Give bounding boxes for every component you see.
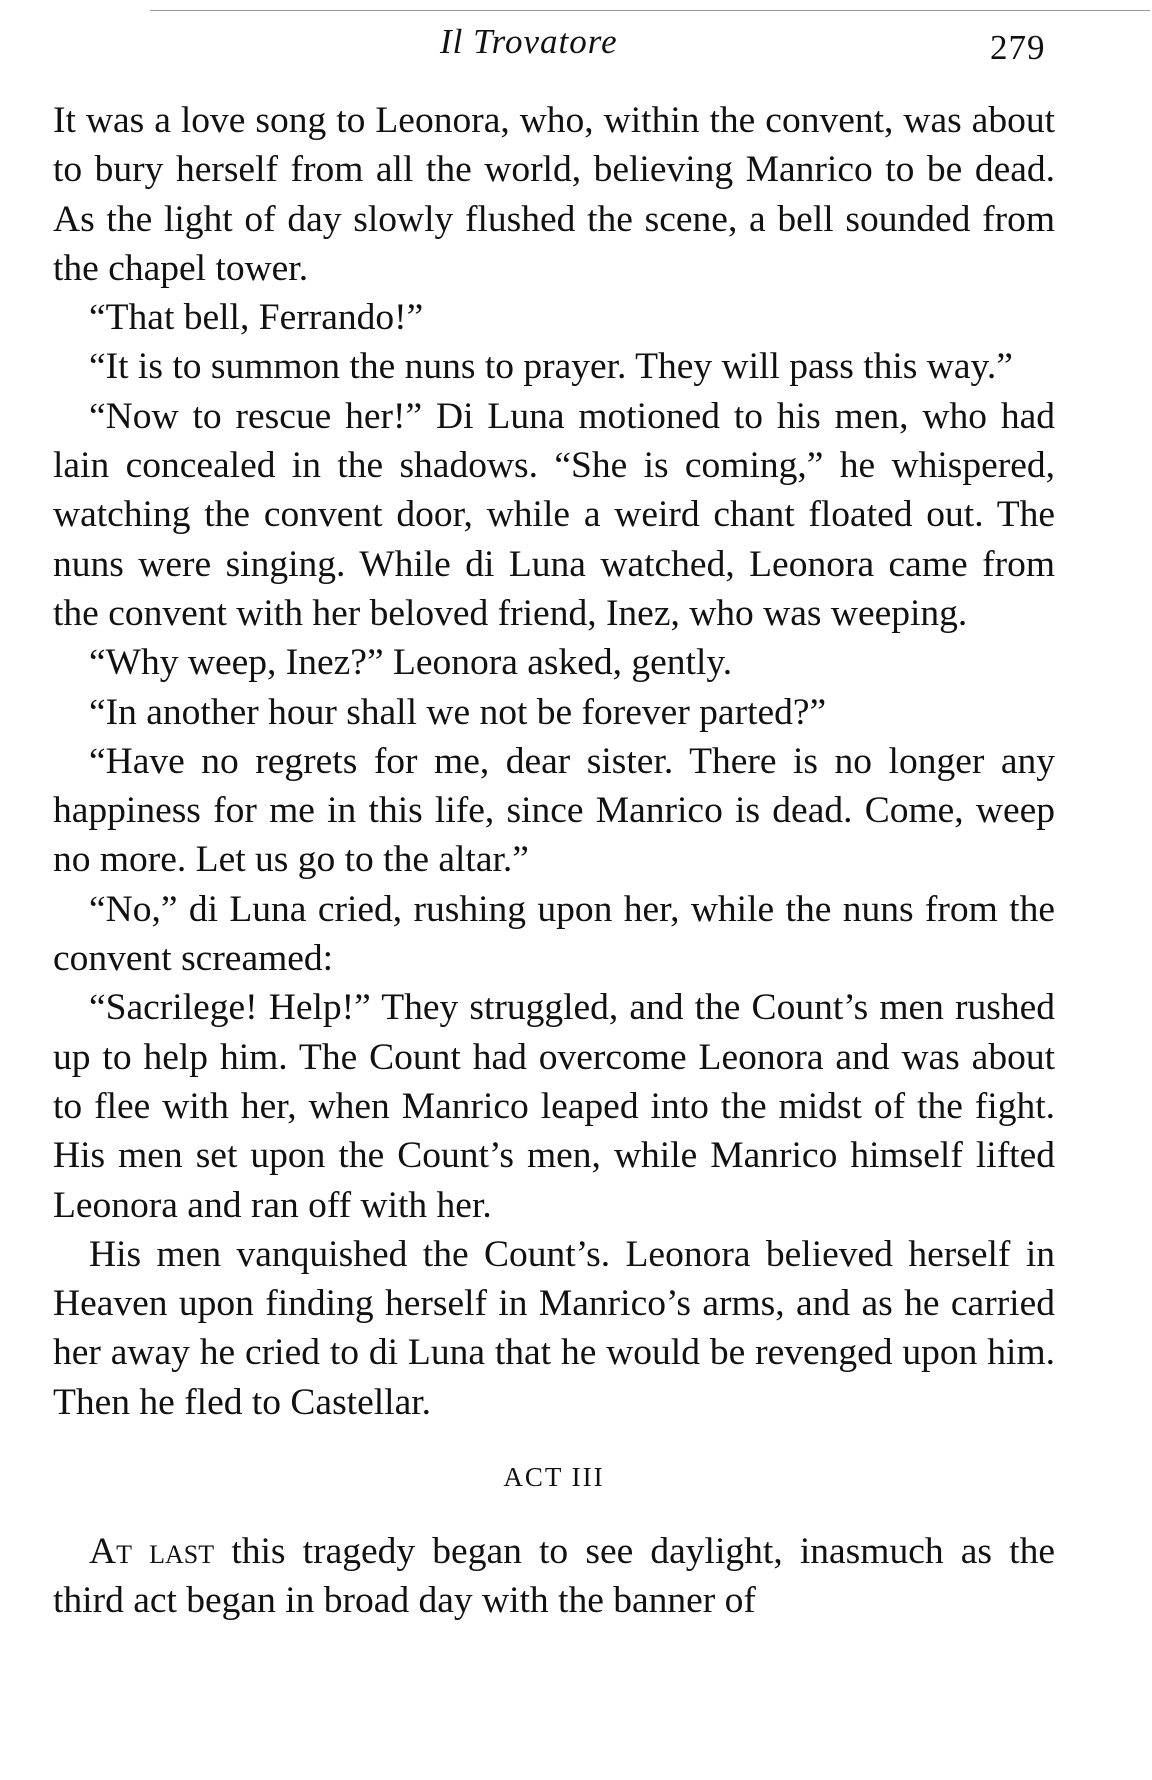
header-rule — [150, 10, 1150, 11]
paragraph: “Now to rescue her!” Di Luna motioned to his men, who had lain concealed in the shadows. “She is coming,” he whispered, watching the convent door, while a weird chant floated out. The nuns were singing. While di Luna watched, Leonora came from the convent with her beloved friend, Inez, who was weeping. — [53, 395, 1055, 634]
act-heading: ACT III — [503, 1462, 605, 1493]
running-head — [0, 18, 1152, 68]
body-text — [53, 96, 1055, 1626]
paragraph: “That bell, Ferrando!” — [89, 297, 424, 339]
paragraph: It was a love song to Leonora, who, within the convent, was about to bury herself from all the world, believing Manrico to be dead. As the light of day slowly flushed the scene, a bell sounded from the chapel tower. — [53, 100, 1055, 289]
paragraph: “In another hour shall we not be forever parted?” — [89, 691, 827, 733]
lead-in-smallcaps: At last — [89, 1531, 215, 1573]
paragraph: “It is to summon the nuns to prayer. They will pass this way.” — [89, 346, 1013, 388]
paragraph: His men vanquished the Count’s. Leonora believed herself in Heaven upon finding herself in Manrico’s arms, and as he carried her away he cried to di Luna that he would be revenged upon him. Then he fled to Castellar. — [53, 1233, 1055, 1423]
paragraph: “Why weep, Inez?” Leonora asked, gently. — [89, 642, 733, 684]
page-number: 279 — [990, 28, 1046, 67]
closing-paragraph — [53, 1527, 1055, 1626]
paragraph: “No,” di Luna cried, rushing upon her, while the nuns from the convent screamed: — [53, 888, 1055, 980]
running-title: Il Trovatore — [440, 22, 618, 61]
closing-paragraph-text: this tragedy began to see daylight, inasmuch as the third act began in broad day with the banner of — [53, 1531, 1055, 1622]
paragraph: “Have no regrets for me, dear sister. There is no longer any happiness for me in this life, since Manrico is dead. Come, weep no more. Let us go to the altar.” — [53, 740, 1055, 881]
paragraph: “Sacrilege! Help!” They struggled, and the Count’s men rushed up to help him. The Count had overcome Leonora and was about to flee with her, when Manrico leaped into the midst of the fight. His men set upon the Count’s men, while Manrico himself lifted Leonora and ran off with her. — [53, 987, 1055, 1226]
